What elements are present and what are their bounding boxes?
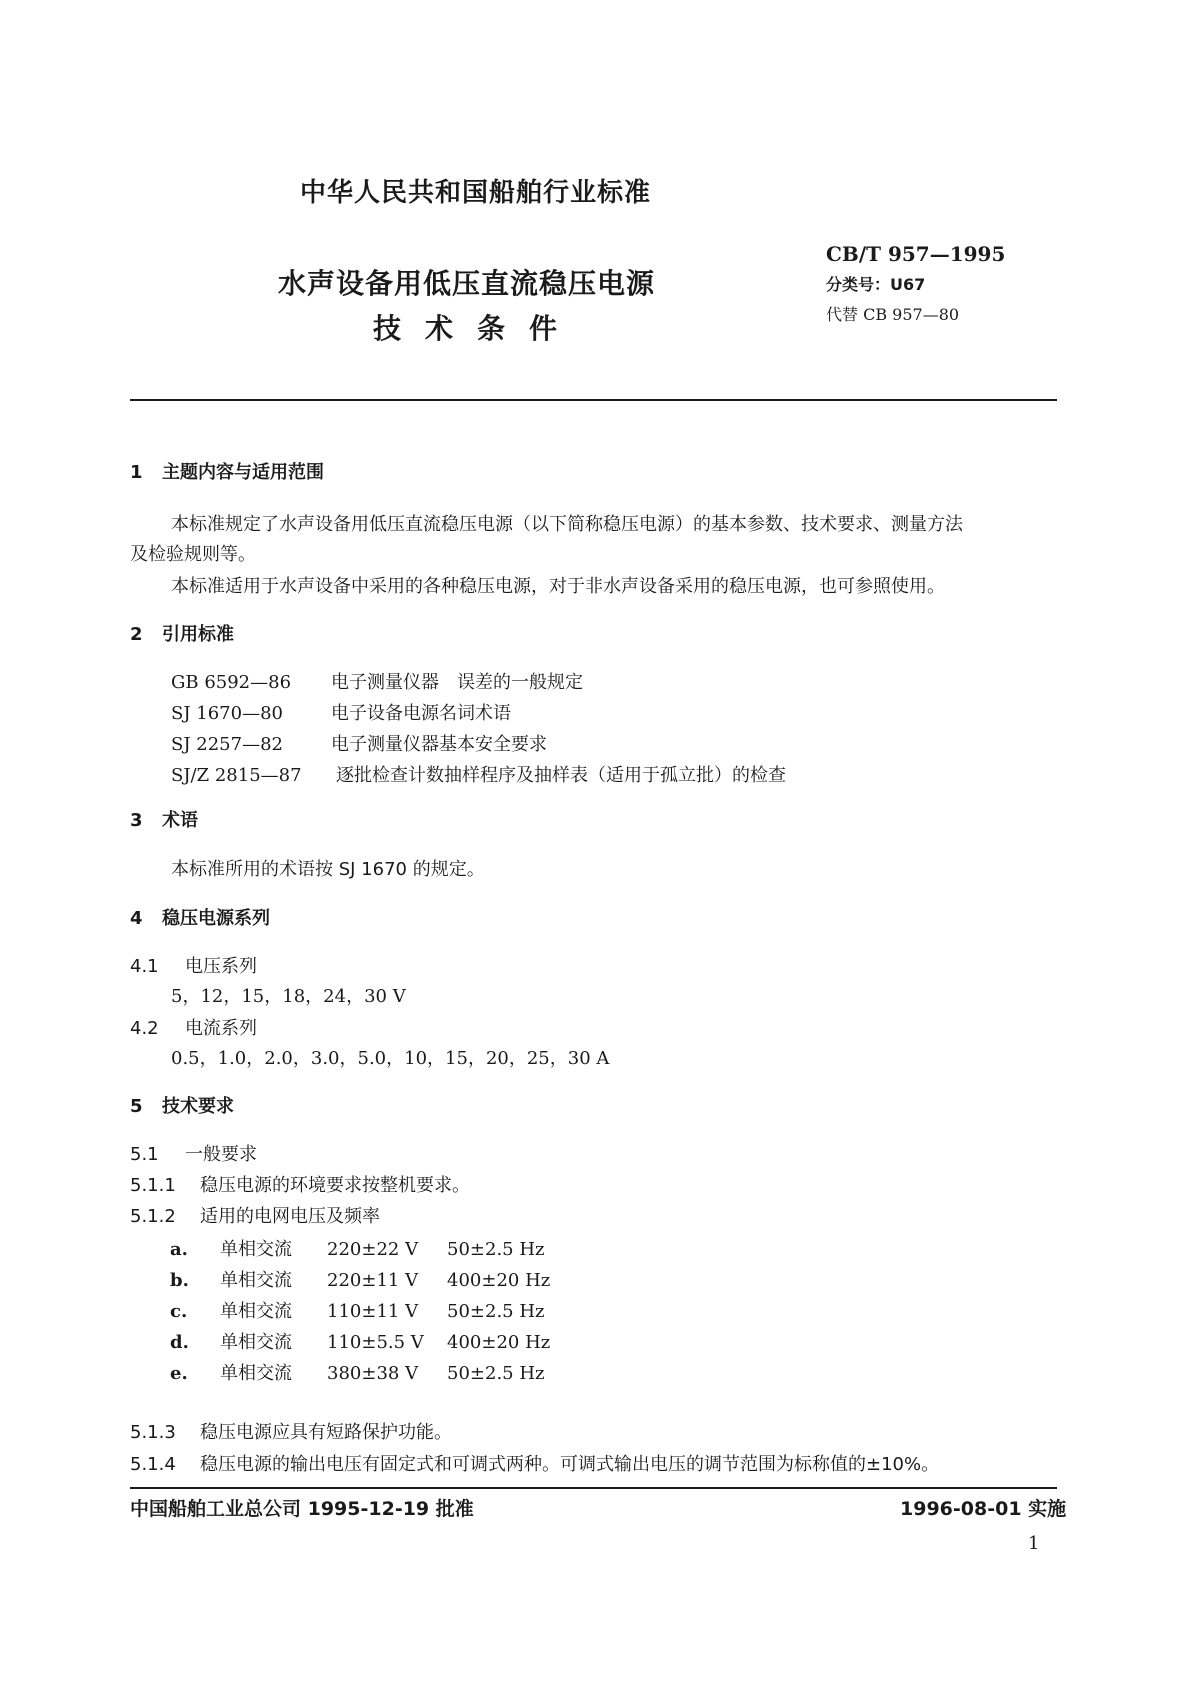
- clause-number: 5.1.4: [130, 1454, 176, 1475]
- classification-number: 分类号：U67: [826, 275, 926, 294]
- section-4-heading: [130, 904, 270, 930]
- section-title: 稳压电源系列: [162, 908, 270, 929]
- reference-code: SJ 2257—82: [171, 734, 283, 755]
- section-5-heading: [130, 1092, 234, 1118]
- subsection-number: 4.2: [130, 1018, 159, 1039]
- reference-code: GB 6592—86: [171, 672, 292, 693]
- footer-divider: [130, 1487, 1057, 1489]
- clause-5-1-2: [130, 1202, 380, 1228]
- subsection-4-2: [130, 1014, 257, 1040]
- list-label: a.: [170, 1239, 188, 1260]
- supply-voltage: 110±5.5 V: [327, 1332, 424, 1353]
- supply-type: 单相交流: [220, 1332, 292, 1353]
- supply-frequency: 400±20 Hz: [447, 1332, 551, 1353]
- supply-voltage: 220±22 V: [327, 1239, 419, 1260]
- supply-list-item: [170, 1359, 545, 1385]
- supply-list-item: [170, 1297, 545, 1323]
- reference-title: 电子设备电源名词术语: [331, 703, 511, 724]
- supply-frequency: 50±2.5 Hz: [447, 1363, 545, 1384]
- subsection-4-1: [130, 952, 257, 978]
- section-3-paragraph: 本标准所用的术语按 SJ 1670 的规定。: [171, 859, 485, 880]
- section-2-heading: [130, 620, 234, 646]
- issuing-authority: 中华人民共和国船舶行业标准: [300, 178, 652, 208]
- supply-list-item: [170, 1328, 550, 1354]
- supply-type: 单相交流: [220, 1270, 292, 1291]
- supply-list-item: [170, 1266, 550, 1292]
- reference-item: [171, 699, 511, 725]
- section-3-heading: [130, 806, 198, 832]
- list-label: e.: [170, 1363, 188, 1384]
- subsection-5-1: [130, 1140, 257, 1166]
- clause-5-1-3: [130, 1418, 452, 1444]
- section-1-heading: [130, 458, 324, 484]
- reference-title: 电子测量仪器基本安全要求: [331, 734, 547, 755]
- document-title: 水声设备用低压直流稳压电源: [278, 267, 656, 300]
- voltage-series-values: 5，12，15，18，24，30 V: [171, 986, 406, 1007]
- clause-number: 5.1.1: [130, 1175, 176, 1196]
- replaces-standard: 代替 CB 957—80: [826, 305, 960, 324]
- section-number: 2: [130, 624, 143, 645]
- clause-text: 稳压电源的环境要求按整机要求。: [200, 1175, 470, 1196]
- section-title: 引用标准: [162, 624, 234, 645]
- page-number: 1: [1028, 1533, 1040, 1554]
- clause-text: 稳压电源的输出电压有固定式和可调式两种。可调式输出电压的调节范围为标称值的±10%。: [200, 1454, 940, 1475]
- section-number: 3: [130, 810, 143, 831]
- section-1-paragraph-2: 本标准适用于水声设备中采用的各种稳压电源，对于非水声设备采用的稳压电源，也可参照使用。: [171, 576, 945, 597]
- clause-5-1-4: [130, 1450, 939, 1476]
- section-title: 技术要求: [162, 1096, 234, 1117]
- clause-number: 5.1.3: [130, 1422, 176, 1443]
- clause-text: 稳压电源应具有短路保护功能。: [200, 1422, 452, 1443]
- list-label: c.: [170, 1301, 188, 1322]
- supply-type: 单相交流: [220, 1301, 292, 1322]
- section-number: 5: [130, 1096, 143, 1117]
- subsection-title: 电压系列: [185, 956, 257, 977]
- section-number: 4: [130, 908, 143, 929]
- standard-code: CB/T 957—1995: [826, 242, 1006, 266]
- supply-frequency: 400±20 Hz: [447, 1270, 551, 1291]
- reference-item: [171, 730, 547, 756]
- list-label: d.: [170, 1332, 189, 1353]
- supply-voltage: 220±11 V: [327, 1270, 419, 1291]
- reference-code: SJ/Z 2815—87: [171, 765, 302, 786]
- reference-code: SJ 1670—80: [171, 703, 283, 724]
- subsection-number: 5.1: [130, 1144, 159, 1165]
- section-number: 1: [130, 462, 143, 483]
- supply-type: 单相交流: [220, 1363, 292, 1384]
- supply-list-item: [170, 1235, 545, 1261]
- clause-number: 5.1.2: [130, 1206, 176, 1227]
- supply-type: 单相交流: [220, 1239, 292, 1260]
- section-title: 主题内容与适用范围: [162, 462, 324, 483]
- reference-item: [171, 668, 583, 694]
- subsection-number: 4.1: [130, 956, 159, 977]
- reference-title: 逐批检查计数抽样程序及抽样表（适用于孤立批）的检查: [336, 765, 786, 786]
- current-series-values: 0.5，1.0，2.0，3.0，5.0，10，15，20，25，30 A: [171, 1048, 610, 1069]
- section-title: 术语: [162, 810, 198, 831]
- clause-5-1-1: [130, 1171, 470, 1197]
- supply-frequency: 50±2.5 Hz: [447, 1239, 545, 1260]
- effective-date: 1996-08-01 实施: [900, 1498, 1067, 1520]
- supply-frequency: 50±2.5 Hz: [447, 1301, 545, 1322]
- header-divider: [130, 399, 1057, 401]
- list-label: b.: [170, 1270, 189, 1291]
- approval-line: 中国船舶工业总公司 1995-12-19 批准: [130, 1498, 474, 1520]
- reference-item: [171, 761, 786, 787]
- section-1-paragraph-1-line-1: 本标准规定了水声设备用低压直流稳压电源（以下简称稳压电源）的基本参数、技术要求、测量方法: [171, 514, 963, 535]
- subsection-title: 一般要求: [185, 1144, 257, 1165]
- supply-voltage: 110±11 V: [327, 1301, 419, 1322]
- section-1-paragraph-1-line-2: 及检验规则等。: [130, 544, 256, 565]
- document-subtitle: 技术条件: [373, 312, 582, 345]
- subsection-title: 电流系列: [185, 1018, 257, 1039]
- reference-title: 电子测量仪器 误差的一般规定: [331, 672, 583, 693]
- clause-text: 适用的电网电压及频率: [200, 1206, 380, 1227]
- supply-voltage: 380±38 V: [327, 1363, 419, 1384]
